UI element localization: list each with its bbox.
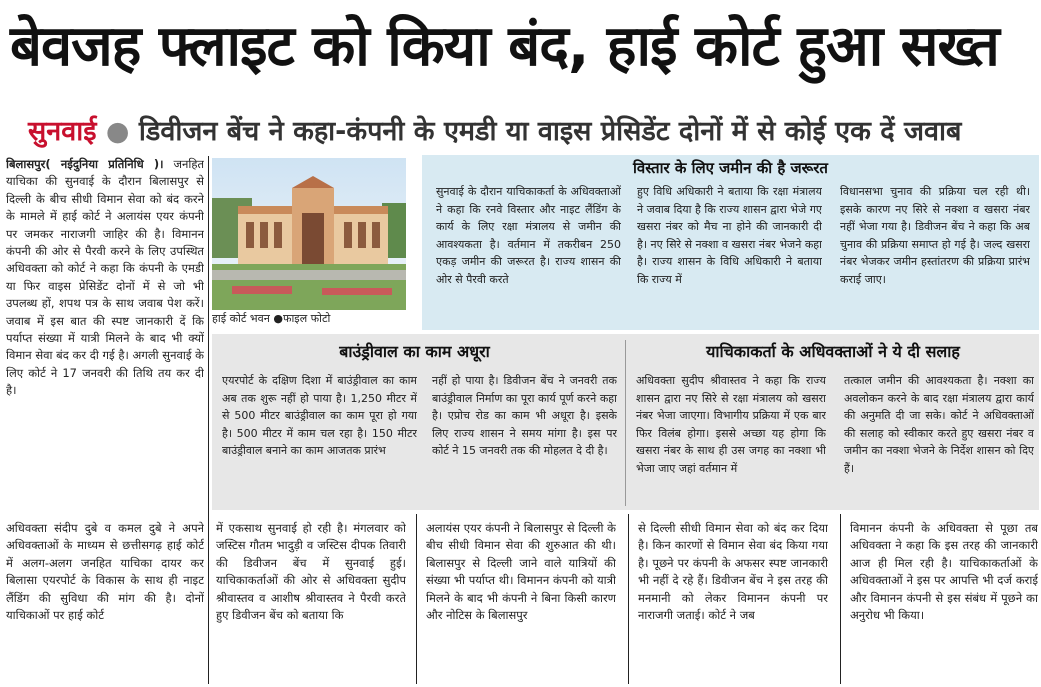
bottom-col-5: विमानन कंपनी के अधिवक्ता से पूछा तब अधिवक्ता ने कहा कि इस तरह की जानकारी आज ही मिल रही है। याचिकाकर्ताओं के अधिवक्ताओं ने इस पर आपत्ति भी दर्ज कराई और विमानन कंपनी से इस संबंध में पूछने का अनुरोध भी किया। (850, 521, 1038, 623)
column-rule (840, 514, 841, 684)
high-court-photo (212, 158, 406, 310)
land-box-col-1: सुनवाई के दौरान याचिकाकर्ता के अधिवक्ताओं ने कहा कि रनवे विस्तार और नाइट लैंडिंग के कार्य के लिए रक्षा मंत्रालय से जमीन की आवश्यकता है। वर्तमान में तकरीबन 250 एकड़ जमीन की जरूरत है। राज्य शासन की ओर से पैरवी करते (436, 185, 621, 286)
boundary-wall-col-1: एयरपोर्ट के दक्षिण दिशा में बाउंड्रीवाल का काम अब तक शुरू नहीं हो पाया है। 1,250 मीटर में से 500 मीटर बाउंड्रीवाल का काम पूरा हो गया है। 500 मीटर में काम चल रहा है। 150 मीटर बाउंड्रीवाल बनाने का काम आजतक प्रारंभ (222, 374, 417, 457)
subheadline-tag: सुनवाई (28, 116, 97, 147)
dateline: बिलासपुर( नईदुनिया प्रतिनिधि )। (6, 157, 164, 171)
advice-title: याचिकाकर्ता के अधिवक्ताओं ने ये दी सलाह (706, 342, 960, 361)
column-rule (416, 514, 417, 684)
land-box-col-2: हुए विधि अधिकारी ने बताया कि रक्षा मंत्रालय ने जवाब दिया है कि राज्य शासन द्वारा भेजे गए खसरा नंबर को मैच ना होने की जानकारी दी है। नए सिरे से नक्शा व खसरा नंबर भेजने कहा है। राज्य शासन के विधि अधिकारी ने बताया कि राज्य में (637, 185, 822, 286)
bullet-icon: ● (105, 116, 130, 147)
bottom-col-3: अलायंस एयर कंपनी ने बिलासपुर से दिल्ली के बीच सीधी विमान सेवा की शुरुआत की थी। बिलासपुर से दिल्ली जाने वाले यात्रियों की संख्या भी पर्याप्त थी। विमानन कंपनी को यात्री मिलने के बाद भी कंपनी ने बिना किसी कारण और नोटिस के बिलासपुर (426, 521, 616, 623)
boundary-wall-title: बाउंड्रीवाल का काम अधूरा (339, 342, 490, 361)
land-box-title: विस्तार के लिए जमीन की है जरूरत (633, 159, 828, 177)
photo-caption: हाई कोर्ट भवन ●फाइल फोटो (212, 312, 331, 325)
bottom-col-4: से दिल्ली सीधी विमान सेवा को बंद कर दिया है। किन कारणों से विमान सेवा बंद किया गया है। पूछने पर कंपनी के अफसर स्पष्ट जानकारी भी नहीं दे रहे हैं। डिवीजन बेंच ने इस तरह की मनमानी को लेकर विमानन कंपनी पर नाराजगी जताई। कोर्ट ने जब (638, 521, 828, 623)
left-column (6, 156, 204, 518)
subheadline-text: डिवीजन बेंच ने कहा-कंपनी के एमडी या वाइस प्रेसिडेंट दोनों में से कोई एक दें जवाब (138, 116, 962, 147)
high-court-building-image (212, 158, 406, 310)
advice-col-2: तत्काल जमीन की आवश्यकता है। नक्शा का अवलोकन करने के बाद रक्षा मंत्रालय द्वारा कार्य की अनुमति दी जा सके। कोर्ट ने अधिवक्ताओं की सलाह को स्वीकार करते हुए खसरा नंबर व जमीन का नक्शा भेजने के निर्देश शासन को दिए हैं। (844, 374, 1034, 475)
column-rule (208, 156, 209, 684)
left-column-text: जनहित याचिका की सुनवाई के दौरान बिलासपुर से दिल्ली के बीच सीधी विमान सेवा को बंद करने के मामले में हाई कोर्ट ने अलायंस एयर कंपनी पर जमकर नाराजगी जाहिर की है। विमानन कंपनी की ओर से पैरवी करने के लिए उपस्थित अधिवक्ता को कोर्ट ने कहा कि कंपनी के एमडी या फिर वाइस प्रेसिडेंट दोनों में से जो भी उपलब्ध हों, शपथ पत्र के साथ जवाब पेश करें। जवाब में इस बात की स्पष्ट जानकारी दें कि पर्याप्त संख्या में यात्री मिलने के बाद भी क्यों विमान सेवा बंद कर दी गई है। अगली सुनवाई के लिए कोर्ट ने 17 जनवरी की तिथि तय कर दी है। (6, 157, 204, 398)
land-box-col-3: विधानसभा चुनाव की प्रक्रिया चल रही थी। इसके कारण नए सिरे से नक्शा व खसरा नंबर नहीं भेजा गया है। डिवीजन बेंच ने कहा कि अब चुनाव की प्रक्रिया समाप्त हो गई है। जल्द खसरा नंबर भेजकर जमीन हस्तांतरण की प्रक्रिया प्रारंभ कराई जाए। (840, 185, 1030, 286)
panel-divider (625, 340, 626, 506)
advice-col-1: अधिवक्ता सुदीप श्रीवास्तव ने कहा कि राज्य शासन द्वारा नए सिरे से रक्षा मंत्रालय को खसरा नंबर भेजा जाएगा। विभागीय प्रक्रिया में एक बार फिर विलंब होगा। इससे अच्छा यह होगा कि खसरा नंबर के साथ ही उस जगह का नक्शा भी भेजा जाए जहां वर्तमान में (636, 374, 826, 475)
land-requirement-box (422, 155, 1039, 330)
subheadline (28, 110, 961, 154)
column-rule (628, 514, 629, 684)
grey-info-panel (212, 334, 1039, 510)
bottom-col-1: अधिवक्ता संदीप दुबे व कमल दुबे ने अपने अधिवक्ताओं के माध्यम से छत्तीसगढ़ हाई कोर्ट में अलग-अलग जनहित याचिका दायर कर बिलासा एयरपोर्ट के विकास के साथ ही नाइट लैंडिंग की सुविधा की मांग की है। दोनों याचिकाओं पर हाई कोर्ट (6, 521, 204, 623)
headline: बेवजह फ्लाइट को किया बंद, हाई कोर्ट हुआ सख्त (10, 14, 999, 79)
boundary-wall-col-2: नहीं हो पाया है। डिवीजन बेंच ने जनवरी तक बाउंड्रीवाल निर्माण का पूरा कार्य पूर्ण करने कहा है। एप्रोच रोड का काम भी अधूरा है। इसके लिए राज्य शासन ने समय मांगा है। इस पर कोर्ट ने 15 जनवरी तक की मोहलत दे दी है। (432, 374, 617, 457)
bottom-col-2: में एकसाथ सुनवाई हो रही है। मंगलवार को जस्टिस गौतम भादुड़ी व जस्टिस दीपक तिवारी की डिवीजन बेंच में सुनवाई हुई। याचिकाकर्ताओं की ओर से अधिवक्ता सुदीप श्रीवास्तव व आशीष श्रीवास्तव ने पैरवी करते हुए डिवीजन बेंच को बताया कि (216, 521, 406, 623)
